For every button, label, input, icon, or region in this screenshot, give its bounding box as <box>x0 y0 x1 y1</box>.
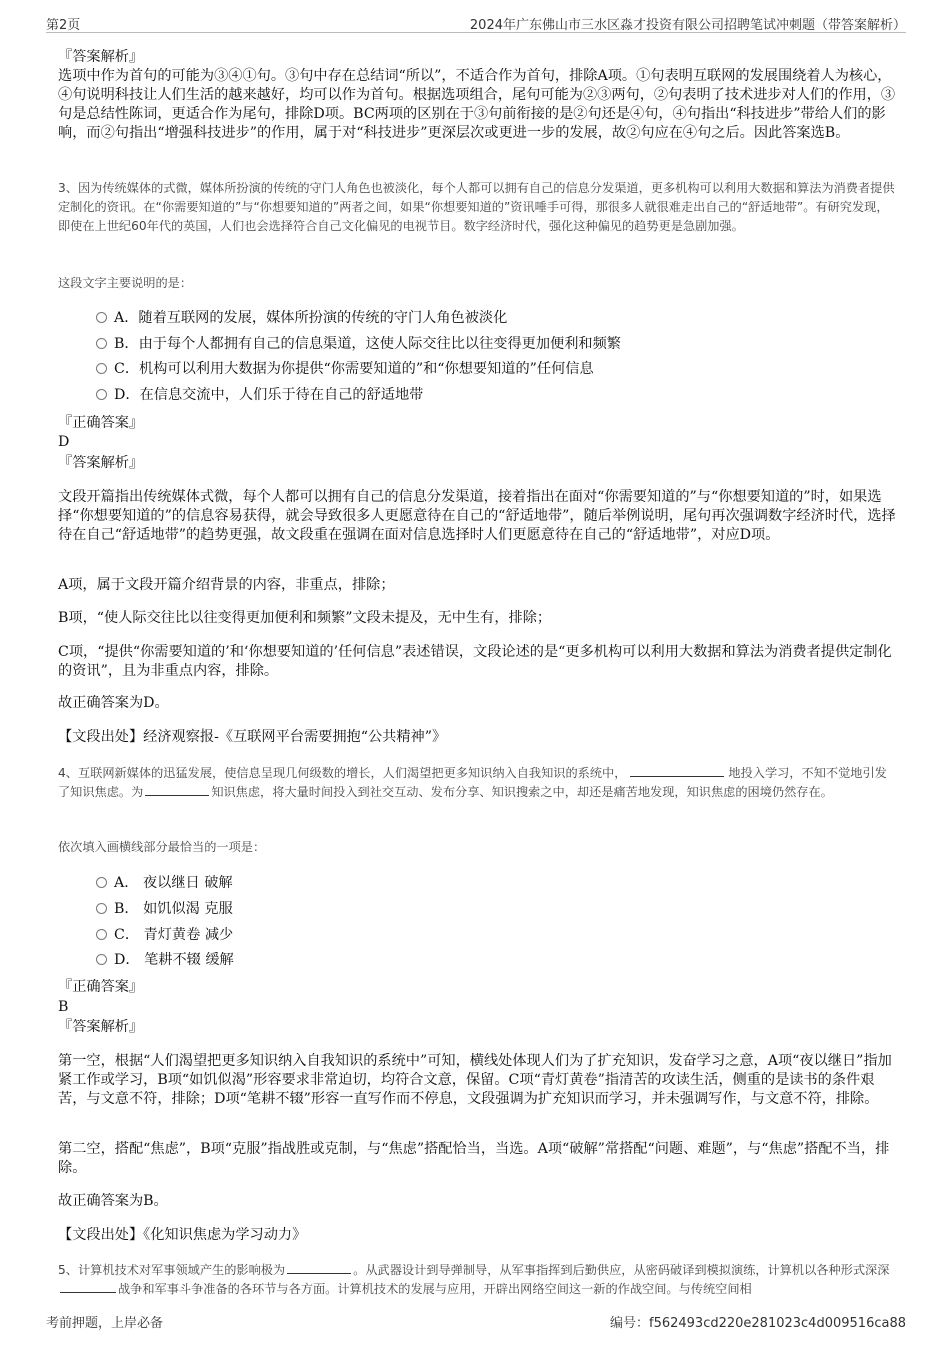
fill-blank <box>60 1280 116 1293</box>
q3-prompt: 这段文字主要说明的是： <box>58 276 193 290</box>
fill-blank <box>630 764 724 777</box>
option-label: C．机构可以利用大数据为你提供“你需要知道的”和“你想要知道的”任何信息 <box>114 361 594 377</box>
q2-analysis-label: 『答案解析』 <box>58 49 144 65</box>
page-header <box>46 12 906 33</box>
q4-stem <box>58 764 896 802</box>
radio-button-icon[interactable] <box>96 389 107 400</box>
option-label: D．在信息交流中，人们乐于待在自己的舒适地带 <box>114 387 424 403</box>
q5-stem-part: 战争和军事斗争准备的各环节与各方面。计算机技术的发展与应用，开辟出网络空间这一新的作战空间。与传统空间相 <box>118 1282 752 1296</box>
radio-button-icon[interactable] <box>96 954 107 965</box>
q3-analysis-para: B项，“使人际交往比以往变得更加便利和频繁”文段未提及，无中生有，排除； <box>58 610 552 626</box>
q3-correct-answer: D <box>58 434 70 450</box>
option-label: B． 如饥似渴 克服 <box>114 901 233 917</box>
q4-source: 【文段出处】《化知识焦虑为学习动力》 <box>58 1227 307 1243</box>
q3-correct-label: 『正确答案』 <box>58 415 144 431</box>
fill-blank <box>145 783 209 796</box>
radio-button-icon[interactable] <box>96 929 107 940</box>
q3-option-c[interactable] <box>96 359 594 379</box>
q3-analysis-para: 文段开篇指出传统媒体式微，每个人都可以拥有自己的信息分发渠道，接着指出在面对“你需要知道的”与“你想要知道的”时，如果选择“你想要知道的”的信息容易获得，就会导致很多人更愿意待在自己的“舒适地带”，随后举例说明，尾句再次强调数字经济时代，选择待在自己“舒适地带”的趋势更强，故文段重在强调在面对信息选择时人们更愿意待在自己的“舒适地带”，对应D项。 <box>58 489 896 543</box>
radio-button-icon[interactable] <box>96 363 107 374</box>
q4-analysis-para: 故正确答案为B。 <box>58 1193 168 1209</box>
q3-analysis-label: 『答案解析』 <box>58 455 144 471</box>
q5-stem <box>58 1261 896 1299</box>
q5-stem-part: 。从武器设计到导弹制导，从军事指挥到后勤供应，从密码破译到模拟演练，计算机以各种形式深深 <box>353 1263 890 1277</box>
document-id: 编号：f562493cd220e281023c4d009516ca88 <box>610 1316 906 1331</box>
q3-option-b[interactable] <box>96 334 621 354</box>
q3-option-d[interactable] <box>96 385 423 405</box>
q2-analysis-text: 选项中作为首句的可能为③④①句。③句中存在总结词“所以”，不适合作为首句，排除A项。①句表明互联网的发展围绕着人为核心，④句说明科技让人们生活的越来越好，均可以作为首句。根据选项组合，尾句可能为②③两句，②句表明了技术进步对人们的作用，③句是总结性陈词，更适合作为尾句，排除D项。BC两项的区别在于③句前衔接的是②句还是④句，④句指出“科技进步”带给人们的影响，而②句指出“增强科技进步”的作用，属于对“科技进步”更深层次或更进一步的发展，故②句应在④句之后。因此答案选B。 <box>58 68 896 141</box>
q4-stem-part: 知识焦虑，将大量时间投入到社交互动、发布分享、知识搜索之中，却还是痛苦地发现，知识焦虑的困境仍然存在。 <box>211 785 833 799</box>
q3-analysis-para: C项，“提供“你需要知道的’和‘你想要知道的’任何信息”表述错误，文段论述的是“更多机构可以利用大数据和算法为消费者提供定制化的资讯”，且为非重点内容，排除。 <box>58 644 892 679</box>
document-title: 2024年广东佛山市三水区淼才投资有限公司招聘笔试冲刺题（带答案解析） <box>469 18 906 33</box>
q3-source: 【文段出处】经济观察报-《互联网平台需要拥抱“公共精神”》 <box>58 729 447 745</box>
radio-button-icon[interactable] <box>96 312 107 323</box>
footer-slogan: 考前押题，上岸必备 <box>46 1316 164 1331</box>
q3-analysis-para: 故正确答案为D。 <box>58 695 169 711</box>
q3-option-a[interactable] <box>96 308 507 328</box>
q5-stem-part: 5、计算机技术对军事领域产生的影响极为 <box>58 1263 286 1277</box>
radio-button-icon[interactable] <box>96 903 107 914</box>
q4-option-b[interactable] <box>96 899 233 919</box>
q4-analysis-para: 第一空，根据“人们渴望把更多知识纳入自我知识的系统中”可知，横线处体现人们为了扩充知识，发奋学习之意，A项“夜以继日”指加紧工作或学习，B项“如饥似渴”形容要求非常迫切，均符合文意，保留。C项“青灯黄卷”指清苦的攻读生活，侧重的是读书的条件艰苦，与文意不符，排除；D项“笔耕不辍”形容一直写作而不停息，文段强调为扩充知识而学习，并未强调写作，与文意不符，排除。 <box>58 1053 892 1107</box>
q4-stem-part: 4、互联网新媒体的迅猛发展，使信息呈现几何级数的增长，人们渴望把更多知识纳入自我知识的系统中， <box>58 766 627 780</box>
q4-prompt: 依次填入画横线部分最恰当的一项是： <box>58 840 266 854</box>
q4-correct-label: 『正确答案』 <box>58 979 144 995</box>
q3-stem: 3、因为传统媒体的式微，媒体所扮演的传统的守门人角色也被淡化，每个人都可以拥有自己的信息分发渠道，更多机构可以利用大数据和算法为消费者提供定制化的资讯。在“你需要知道的”与“你想要知道的”两者之间，如果“你想要知道的”资讯唾手可得，那很多人就很难走出自己的“舒适地带”。有研究发现，即使在上世纪60年代的英国，人们也会选择符合自己文化偏见的电视节目。数字经济时代，强化这种偏见的趋势更是急剧加强。 <box>58 181 895 233</box>
q4-option-c[interactable] <box>96 925 233 945</box>
option-label: D． 笔耕不辍 缓解 <box>114 952 234 968</box>
radio-button-icon[interactable] <box>96 877 107 888</box>
q4-analysis-label: 『答案解析』 <box>58 1019 144 1035</box>
option-label: C． 青灯黄卷 减少 <box>114 927 234 943</box>
page-number: 第2页 <box>46 18 81 33</box>
q4-correct-answer: B <box>58 999 69 1015</box>
q4-option-d[interactable] <box>96 950 234 970</box>
radio-button-icon[interactable] <box>96 338 107 349</box>
q4-option-a[interactable] <box>96 873 233 893</box>
fill-blank <box>287 1261 351 1274</box>
option-label: B．由于每个人都拥有自己的信息渠道，这使人际交往比以往变得更加便利和频繁 <box>114 336 621 352</box>
q4-analysis-para: 第二空，搭配“焦虑”，B项“克服”指战胜或克制，与“焦虑”搭配恰当，当选。A项“破解”常搭配“问题、难题”，与“焦虑”搭配不当，排除。 <box>58 1141 890 1176</box>
q4-stem-part: 地投入学习，不知不觉地引发了知识焦虑。为 <box>58 766 887 799</box>
option-label: A．随着互联网的发展，媒体所扮演的传统的守门人角色被淡化 <box>114 310 508 326</box>
option-label: A． 夜以继日 破解 <box>114 875 233 891</box>
q3-analysis-para: A项，属于文段开篇介绍背景的内容，非重点，排除； <box>58 577 395 593</box>
